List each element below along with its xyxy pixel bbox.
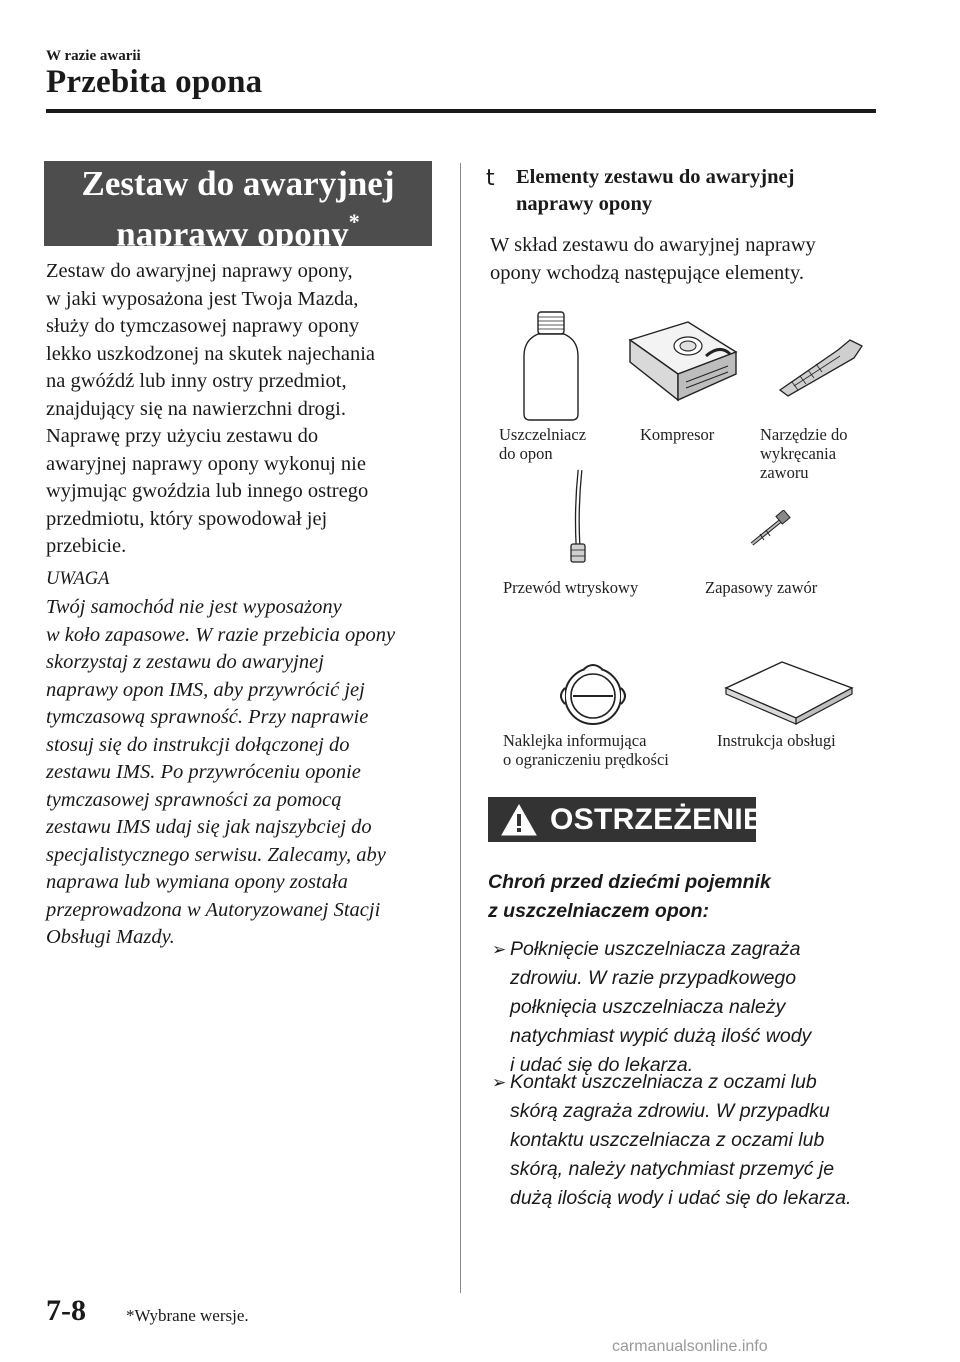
title-rule [46,109,876,113]
caption-line: Zapasowy zawór [705,578,818,597]
note-line: tymczasową sprawność. Przy naprawie [46,706,369,728]
column-divider [460,163,461,1293]
intro-line: lekko uszkodzonej na skutek najechania [46,342,376,365]
arrow-bullet-icon: ➢ [492,940,507,959]
kit-description [490,232,860,287]
caption-line: Kompresor [640,425,715,444]
caption-speed-sticker [503,731,669,769]
intro-line: służy do tymczasowej naprawy opony [46,315,360,337]
caption-line: zaworu [760,463,809,482]
caption-line: wykręcania [760,444,837,463]
warning-line: Kontakt uszczelniacza z oczami lub [510,1071,817,1093]
warning-item [492,935,870,1080]
warning-line: zdrowiu. W razie przypadkowego [510,967,797,989]
warning-line: Połknięcie uszczelniacza zagraża [510,938,801,960]
warning-heading [488,868,771,926]
compressor-icon [624,316,740,406]
intro-line: przedmiotu, który spowodował jej [46,507,328,530]
caption-line: Uszczelniacz [499,425,587,444]
note-line: Twój samochód nie jest wyposażony [46,596,342,618]
optional-marker: * [348,209,360,234]
intro-line: Zestaw do awaryjnej naprawy opony, [46,260,353,282]
warning-line: natychmiast wypić dużą ilość wody [510,1025,812,1047]
section-title-line2 [44,205,432,256]
section-title-line1: Zestaw do awaryjnej [81,164,395,203]
sealant-bottle-icon [520,310,582,422]
intro-line: Naprawę przy użyciu zestawu do [46,425,319,447]
spare-valve-icon [748,510,792,550]
caption-sealant [499,425,586,463]
speed-limit-sticker-icon [553,658,633,728]
warning-heading-line1: Chroń przed dziećmi pojemnik [488,871,771,893]
warning-badge [488,797,764,842]
warning-line: skórą zagraża zdrowiu. W przypadku [510,1100,830,1122]
caption-line: do opon [499,444,553,463]
note-body [46,594,446,952]
page-number: 7-8 [46,1294,86,1327]
note-line: specjalistycznego serwisu. Zalecamy, aby [46,843,386,866]
caption-hose [503,578,638,597]
warning-item [492,1068,870,1213]
note-line: Obsługi Mazdy. [46,926,175,948]
warning-line: połknięcia uszczelniacza należy [510,996,786,1018]
caption-valve-tool [760,425,848,482]
caption-spare-valve [705,578,817,597]
caption-line: Instrukcja obsługi [717,731,836,750]
caption-line: Narzędzie do [760,425,848,444]
note-line: naprawy opon IMS, aby przywrócić jej [46,678,365,701]
caption-line: Naklejka informująca [503,731,647,750]
warning-heading-line2: z uszczelniaczem opon: [488,900,710,922]
watermark: carmanualsonline.info [612,1338,768,1355]
kit-heading-line2: naprawy opony [516,193,653,215]
warning-line: kontaktu uszczelniacza z oczami lub [510,1129,825,1151]
intro-paragraph [46,258,446,561]
warning-triangle-icon [500,803,538,837]
intro-line: na gwóźdź lub inny ostry przedmiot, [46,370,347,392]
note-line: zestawu IMS. Po przywróceniu oponie [46,761,361,783]
manual-book-icon [722,658,856,726]
page-title: Przebita opona [46,64,263,100]
intro-line: awaryjnej naprawy opony wykonuj nie [46,452,366,475]
note-line: przeprowadzona w Autoryzowanej Stacji [46,898,381,921]
note-heading: UWAGA [46,569,110,589]
intro-line: wyjmując gwoździa lub innego ostrego [46,480,369,502]
note-line: w koło zapasowe. W razie przebicia opony [46,623,396,646]
intro-line: przebicie. [46,535,127,557]
caption-compressor [640,425,714,444]
section-title-box [44,161,432,254]
kit-desc-line2: opony wchodzą następujące elementy. [490,261,805,284]
note-line: stosuj się do instrukcji dołączonej do [46,733,350,756]
note-line: naprawa lub wymiana opony została [46,871,348,893]
kit-heading [516,164,856,218]
section-bullet: t [486,166,495,191]
note-line: zestawu IMS udaj się jak najszybciej do [46,816,372,838]
note-line: tymczasowej sprawności za pomocą [46,788,342,811]
valve-core-tool-icon [774,336,866,398]
footnote: *Wybrane wersje. [126,1306,249,1325]
caption-line: Przewód wtryskowy [503,578,639,597]
warning-line: i udać się do lekarza. [510,1054,694,1076]
section-title-text: naprawy opony [116,214,349,254]
warning-label: OSTRZEŻENIE [550,803,764,836]
warning-line: dużą ilością wody i udać się do lekarza. [510,1187,852,1209]
caption-line: o ograniczeniu prędkości [503,750,669,769]
injection-hose-icon [566,468,590,566]
note-line: skorzystaj z zestawu do awaryjnej [46,651,324,673]
kit-desc-line1: W skład zestawu do awaryjnej naprawy [490,234,816,256]
intro-line: w jaki wyposażona jest Twoja Mazda, [46,287,359,310]
caption-manual [717,731,836,750]
intro-line: znajdujący się na nawierzchni drogi. [46,397,346,420]
breadcrumb: W razie awarii [46,48,141,64]
arrow-bullet-icon: ➢ [492,1073,507,1092]
kit-heading-line1: Elementy zestawu do awaryjnej [516,166,795,188]
warning-line: skórą, należy natychmiast przemyć je [510,1158,835,1180]
